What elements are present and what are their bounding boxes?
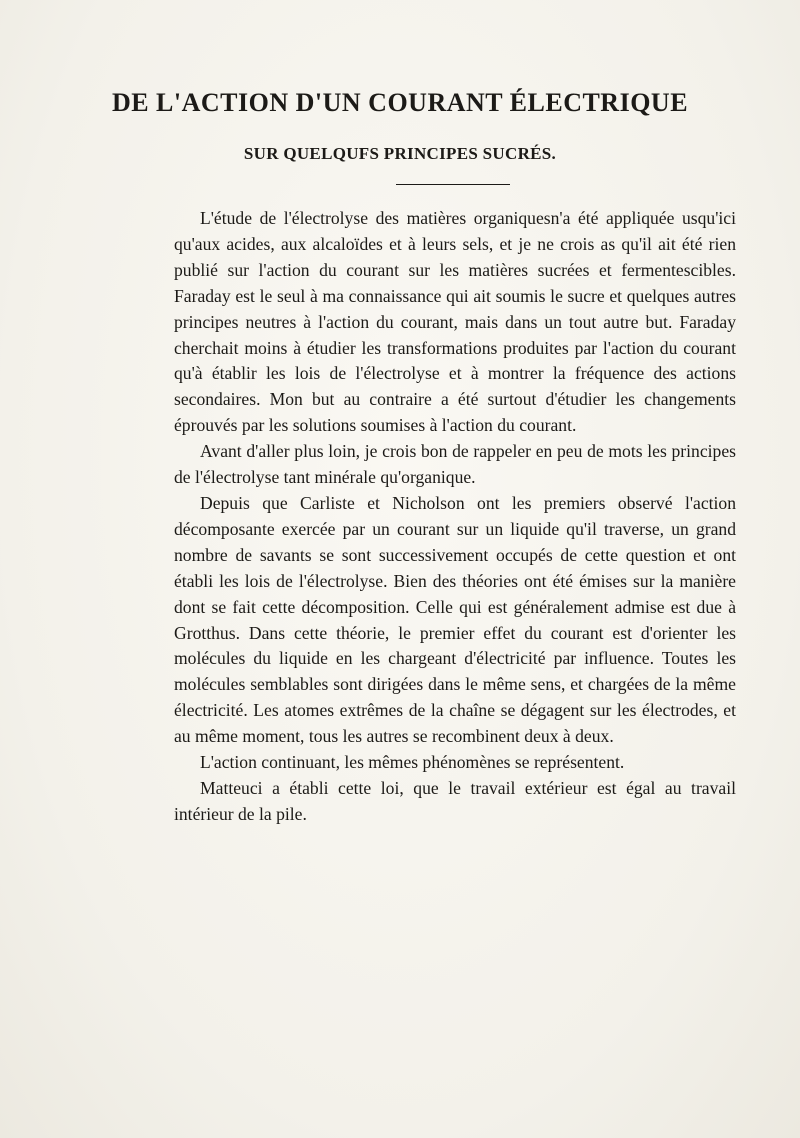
paragraph-5: Matteuci a établi cette loi, que le travail extérieur est égal au travail intérieur de la pile. — [174, 777, 736, 824]
paragraph-2: Avant d'aller plus loin, je crois bon de rappeler en peu de mots les principes de l'électrolyse tant minérale qu'organique. — [174, 441, 736, 488]
paragraph-1: L'étude de l'électrolyse des matières organiquesn'a été appliquée usqu'ici qu'aux acides, aux alcaloïdes et à leurs sels, et je ne crois as qu'il ait été rien publié sur l'action du courant sur les matières sucrées et fermentescibles. Faraday est le seul à ma connaissance qui ait soumis le sucre et quelques autres principes neutres à l'action du courant, mais dans un tout autre but. Faraday cherchait moins à étudier les transformations produites par l'action du courant qu'à établir les lois de l'électrolyse et à montrer la fréquence des actions secondaires. Mon but au contraire a été surtout d'étudier les changements éprouvés par les solutions soumises à l'action du courant. — [174, 208, 736, 436]
body-text — [174, 206, 736, 828]
paragraph-4: L'action continuant, les mêmes phénomènes se représentent. — [200, 752, 625, 773]
page-title: DE L'ACTION D'UN COURANT ÉLECTRIQUE — [111, 88, 689, 117]
title-rule — [396, 184, 510, 185]
paragraph-3: Depuis que Carliste et Nicholson ont les premiers observé l'action décomposante exercée par un courant sur un liquide qu'il traverse, un grand nombre de savants se sont successivement occupés de cette question et ont établi les lois de l'électrolyse. Bien des théories ont été émises sur la manière dont se fait cette décomposition. Celle qui est généralement admise est due à Grotthus. Dans cette théorie, le premier effet du courant est d'orienter les molécules du liquide en les chargeant d'électricité par influence. Toutes les molécules semblables sont dirigées dans le même sens, et chargées de la même électricité. Les atomes extrêmes de la chaîne se dégagent sur les électrodes, et au même moment, tous les autres se recombinent deux à deux. — [174, 492, 736, 747]
page-subtitle: SUR QUELQUFS PRINCIPES SUCRÉS. — [243, 144, 557, 163]
